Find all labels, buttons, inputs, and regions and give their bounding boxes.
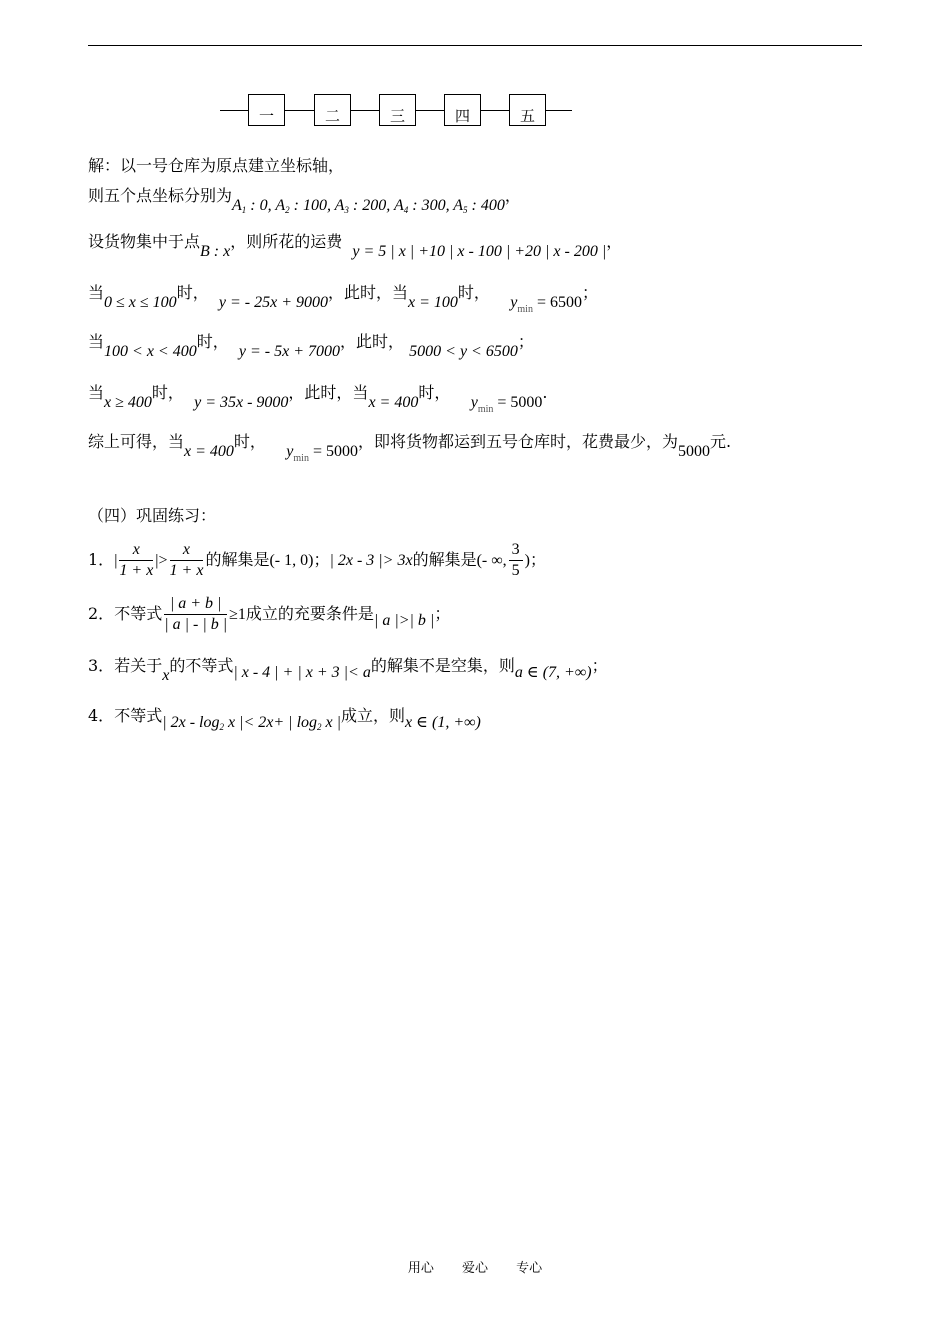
q1-text-1: 的解集是 [205, 550, 270, 569]
conclusion-ymin-sub: min [293, 453, 309, 464]
q1-answer-2-open: (- ∞, [476, 552, 507, 569]
conclusion-ymin-value: = 5000 [308, 443, 358, 460]
cost-text-b: ，则所花的运费 [230, 232, 343, 251]
q2-number: 2． [88, 604, 115, 623]
case3-function: y = 35x - 9000 [194, 394, 289, 411]
q4-expr-part-c: x | [321, 714, 342, 731]
conclusion-shi: 时， [233, 432, 266, 451]
point-b-formula: B : x [200, 243, 231, 260]
solution-line-5 [88, 332, 534, 360]
warehouse-4: 四 [444, 94, 481, 126]
q4-answer: x ∈ (1, +∞) [405, 714, 481, 731]
case3-end: . [542, 383, 548, 402]
q1-frac-right-num: x [170, 541, 204, 561]
q2-end: ； [434, 604, 451, 623]
q1-frac-left-num: x [119, 541, 153, 561]
case2-range: 100 < x < 400 [104, 343, 197, 360]
q1-answer-2-fraction [509, 541, 523, 580]
q4-log-base-1: 2 [219, 722, 224, 732]
solution-intro: 解：以一号仓库为原点建立坐标轴， [88, 156, 345, 175]
solution-line-4 [88, 283, 598, 315]
q4-expression [162, 714, 341, 731]
q2-fraction [164, 595, 227, 634]
footer-text-1: 用心 [407, 1261, 434, 1276]
conclusion-cost: 5000 [678, 443, 710, 460]
footer-text-2: 爱心 [461, 1261, 488, 1276]
q2-text-1: 不等式 [114, 604, 163, 623]
case2-bound: 5000 < y < 6500 [409, 343, 518, 360]
q2-text-2: 成立的充要条件是 [245, 604, 374, 623]
q1-frac-right-den: 1 + x [169, 562, 204, 579]
coord-text: 则五个点坐标分别为 [88, 186, 233, 205]
coord-end: ， [504, 186, 521, 205]
warehouse-2: 二 [314, 94, 351, 126]
solution-line-6 [88, 383, 548, 415]
q4-log-base-2: 2 [317, 722, 322, 732]
case1-shi: 时， [176, 283, 209, 302]
case1-ymin [510, 294, 582, 315]
case1-ymin-var: y [510, 294, 518, 311]
q1-frac-left-den: 1 + x [119, 562, 154, 579]
q4-number: 4． [88, 706, 115, 725]
coord-formula: $A_1$ : 0, $A_2$ : 100, $A_3$ : 200, $A_4$ : 300, $A_5$ : 400 [232, 197, 505, 215]
cost-function-formula: y = 5 | x | +10 | x - 100 | +20 | x - 200 | [352, 243, 607, 260]
q1-text-2: 的解集是 [412, 550, 477, 569]
page-footer [0, 1257, 950, 1276]
q1-expression-2: | 2x - 3 |> 3x [329, 552, 413, 569]
q1-number: 1． [88, 550, 115, 569]
q4-expr-part-a: | 2x - log [162, 714, 220, 731]
q2-answer: | a |>| b | [373, 612, 435, 629]
case3-range: x ≥ 400 [104, 394, 152, 411]
case3-shi: 时， [151, 383, 184, 402]
q4-text-1: 不等式 [114, 706, 163, 725]
q1-answer-2-close: ) [524, 552, 530, 569]
conclusion-ymin [286, 443, 358, 464]
q1-abs-open: | [114, 552, 118, 569]
q2-frac-den: | a | - | b | [164, 616, 228, 633]
practice-q1 [88, 541, 546, 580]
case3-ymin [470, 394, 543, 415]
q3-variable: x [162, 667, 170, 684]
solution-line-1 [88, 156, 344, 176]
q2-ge: ≥1 [229, 606, 246, 623]
case3-x: x = 400 [368, 394, 419, 411]
q1-answer-2-num: 3 [509, 541, 523, 561]
warehouse-diagram [220, 94, 575, 128]
q1-fraction-right [170, 541, 204, 580]
case1-when: 当 [88, 283, 105, 302]
case1-function: y = - 25x + 9000 [218, 294, 328, 311]
cost-text-a: 设货物集中于点 [88, 232, 201, 251]
practice-q3 [88, 656, 608, 684]
q3-answer: a ∈ (7, +∞) [514, 664, 592, 681]
q4-text-2: 成立，则 [341, 706, 406, 725]
q3-end: ； [591, 656, 608, 675]
conclusion-unit: 元. [710, 432, 732, 451]
warehouse-5: 五 [509, 94, 546, 126]
solution-line-2 [88, 186, 521, 215]
case1-x: x = 100 [408, 294, 458, 311]
case3-ymin-value: = 5000 [493, 394, 543, 411]
warehouse-1: 一 [248, 94, 285, 126]
cost-end: ， [606, 232, 623, 251]
case1-end: ； [581, 283, 598, 302]
practice-q4 [88, 706, 481, 731]
case1-ymin-sub: min [517, 304, 533, 315]
q1-answer-1: (- 1, 0) [269, 552, 314, 569]
practice-q2 [88, 595, 450, 634]
q3-text-1: 若关于 [114, 656, 163, 675]
conclusion-text-a: 综上可得，当 [88, 432, 185, 451]
case3-ymin-var: y [470, 394, 478, 411]
q3-text-3: 的解集不是空集，则 [370, 656, 515, 675]
q2-frac-num: | a + b | [164, 595, 227, 615]
q1-end: ； [529, 550, 546, 569]
case3-shi2: 时， [418, 383, 451, 402]
conclusion-text-b: ，即将货物都运到五号仓库时，花费最少，为 [357, 432, 678, 451]
solution-line-7 [88, 432, 732, 464]
conclusion-ymin-var: y [286, 443, 294, 460]
q1-separator: ； [313, 550, 330, 569]
case3-when: 当 [88, 383, 105, 402]
header-rule [88, 45, 862, 46]
case2-when: 当 [88, 332, 105, 351]
conclusion-x: x = 400 [184, 443, 234, 460]
q3-expression: | x - 4 | + | x + 3 |< a [233, 664, 371, 681]
case2-text: ，此时， [340, 332, 405, 351]
warehouse-3: 三 [379, 94, 416, 126]
practice-heading: （四）巩固练习： [88, 506, 217, 525]
footer-text-3: 专心 [516, 1261, 543, 1276]
case1-shi2: 时， [457, 283, 490, 302]
case2-shi: 时， [196, 332, 229, 351]
solution-line-3 [88, 232, 623, 260]
case3-text: ，此时，当 [288, 383, 369, 402]
case1-ymin-value: = 6500 [532, 294, 582, 311]
q1-answer-2-den: 5 [511, 562, 520, 579]
q4-expr-part-b: x |< 2x+ | log [223, 714, 318, 731]
case1-text: ，此时，当 [328, 283, 409, 302]
q1-gt: |> [155, 552, 168, 569]
case1-range: 0 ≤ x ≤ 100 [104, 294, 177, 311]
case2-end: ； [517, 332, 534, 351]
q3-number: 3． [88, 656, 115, 675]
q1-fraction-left [119, 541, 153, 580]
q3-text-2: 的不等式 [169, 656, 234, 675]
case2-function: y = - 5x + 7000 [238, 343, 341, 360]
case3-ymin-sub: min [477, 404, 494, 415]
